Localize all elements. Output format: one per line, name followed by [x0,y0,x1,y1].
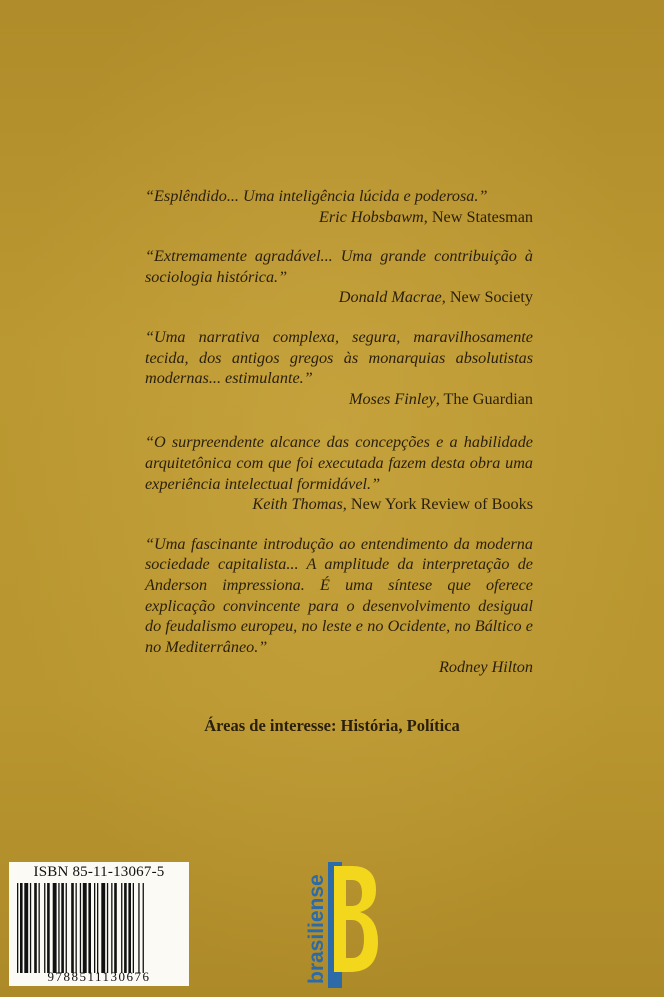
quote-text: “Uma fascinante introdução ao entendimento da moderna sociedade capitalista... A amplitude da interpretação de Anderson impressiona. É uma síntese que oferece explicação convincente para o desenvolvimento desigual do feudalismo europeu, no leste e no Ocidente, no Báltico e no Mediterrâneo.” [145,534,533,656]
barcode-number: 9788511130676 [47,969,151,984]
quote-attribution: Donald Macrae, New Society [338,288,533,307]
quote-text: “O surpreendente alcance das concepções e a habilidade arquitetônica com que foi executada fazem desta obra uma experiência intelectual formidável.” [145,433,533,493]
quote-attribution: Keith Thomas, New York Review of Books [252,495,533,514]
quote-attribution: Eric Hobsbawm, New Statesman [318,207,533,226]
barcode-icon [15,883,183,973]
quote-attribution [145,657,533,678]
quote-author: Keith Thomas [252,495,343,514]
quote-text: “Esplêndido... Uma inteligência lúcida e poderosa.” [145,187,488,205]
quote-macrae [145,246,533,308]
quote-source: New York Review of Books [350,495,533,514]
quote-author: Rodney Hilton [439,658,533,677]
isbn-text: ISBN 85-11-13067-5 [33,864,165,880]
quote-thomas [145,432,533,514]
quote-source: The Guardian [443,389,533,408]
quote-source: New Society [449,288,533,307]
quote-author: Eric Hobsbawm [318,207,424,226]
quote-hilton [145,534,533,678]
quote-text: “Extremamente agradável... Uma grande contribuição à sociologia histórica.” [145,247,533,286]
quote-source: New Statesman [431,207,533,226]
quote-author: Donald Macrae [338,288,442,307]
quote-hobsbawm [145,186,533,227]
publisher-name: brasiliense [305,874,328,984]
quote-text: “Uma narrativa complexa, segura, maravilhosamente tecida, dos antigos gregos às monarquias absolutistas modernas... estimulante.” [145,327,533,388]
quote-finley [145,327,533,409]
brasiliense-logo [290,860,380,990]
review-quotes [145,186,533,697]
isbn-barcode-label [9,862,189,986]
quote-attribution: Moses Finley, The Guardian [348,389,533,408]
quote-author: Moses Finley [348,389,436,408]
areas-of-interest: Áreas de interesse: História, Política [204,716,460,735]
